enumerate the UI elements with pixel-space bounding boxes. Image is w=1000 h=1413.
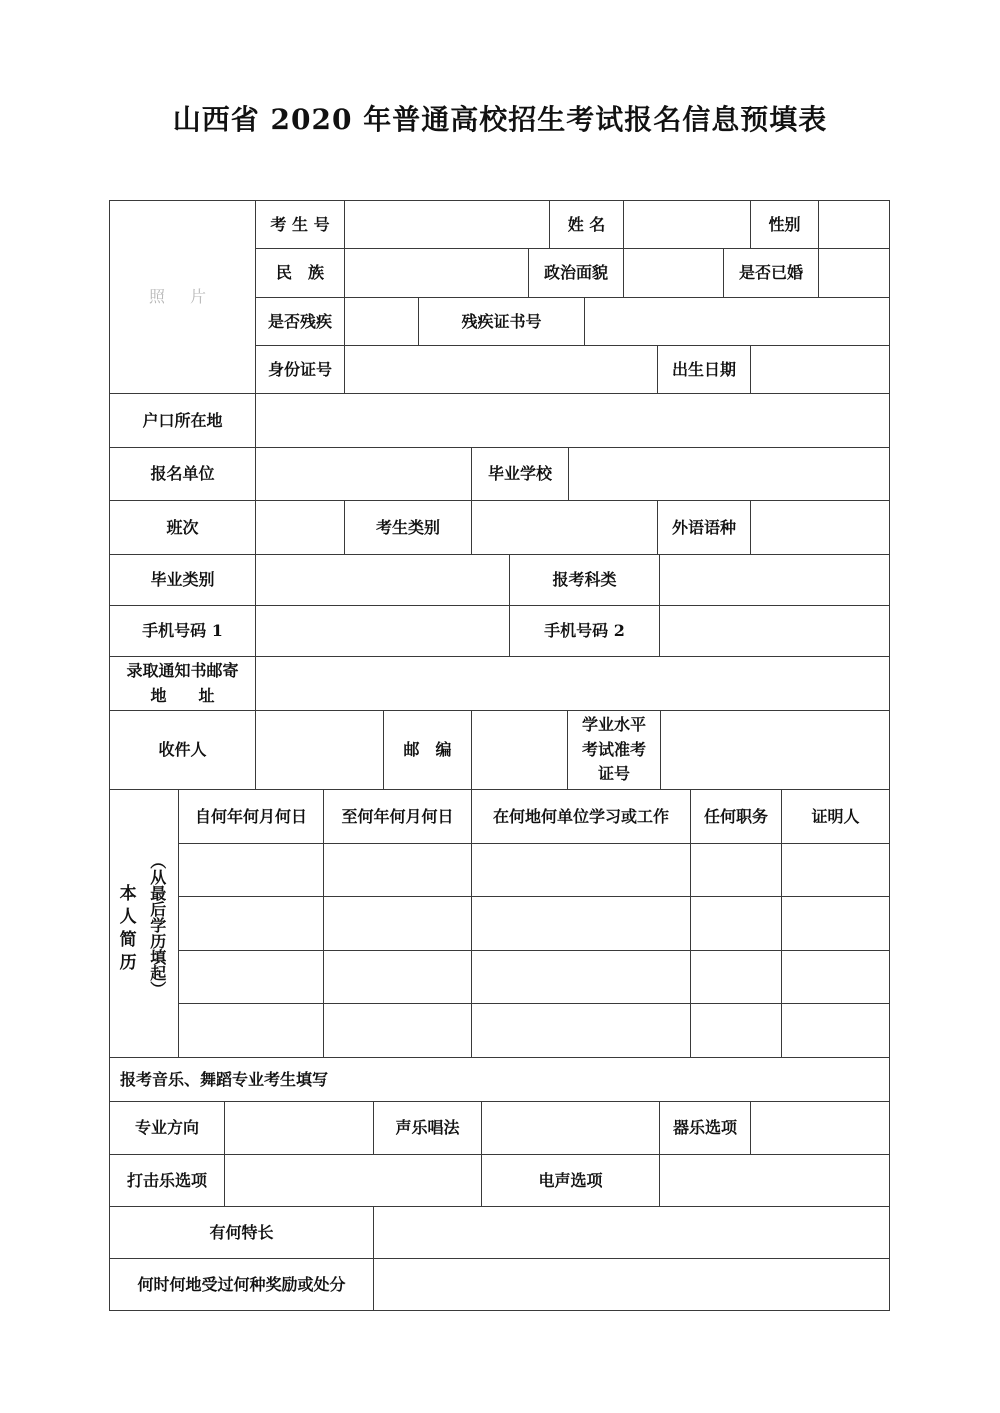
field-postcode[interactable] — [472, 711, 567, 789]
label-vocal: 声乐唱法 — [395, 1118, 460, 1138]
resume-witness[interactable] — [782, 1004, 889, 1057]
field-ethnicity[interactable] — [345, 249, 528, 297]
field-recipient[interactable] — [256, 711, 383, 789]
resume-from[interactable] — [179, 951, 323, 1003]
label-disability-cert: 残疾证书号 — [461, 311, 542, 331]
resume-position[interactable] — [691, 844, 781, 896]
field-name[interactable] — [624, 201, 750, 248]
field-disabled[interactable] — [345, 298, 418, 345]
field-percussion[interactable] — [225, 1155, 481, 1206]
label-major-direction: 专业方向 — [134, 1118, 199, 1138]
label-reg-unit: 报名单位 — [150, 464, 215, 484]
label-mail-address-line1: 录取通知书邮寄 — [126, 660, 239, 680]
col-header-from: 自何年何月何日 — [194, 806, 307, 826]
field-xueye-no[interactable] — [661, 711, 889, 789]
field-exam-no[interactable] — [345, 201, 549, 248]
resume-to[interactable] — [324, 951, 471, 1003]
label-xueye-3: 证号 — [597, 764, 630, 784]
label-id-no: 身份证号 — [267, 359, 332, 379]
resume-from[interactable] — [179, 897, 323, 950]
field-birth-date[interactable] — [751, 346, 889, 393]
field-id-no[interactable] — [345, 346, 657, 393]
field-electro[interactable] — [660, 1155, 889, 1206]
label-phone1: 手机号码 1 — [142, 621, 223, 641]
field-reg-unit[interactable] — [256, 448, 471, 500]
label-resume-note: （从最后学历填起） — [147, 853, 167, 997]
col-header-where: 在何地何单位学习或工作 — [492, 806, 669, 826]
field-major-direction[interactable] — [225, 1102, 373, 1154]
form-title: 山西省 2020 年普通高校招生考试报名信息预填表 — [172, 103, 828, 136]
label-class: 班次 — [166, 517, 199, 537]
resume-to[interactable] — [324, 844, 471, 896]
field-grad-school[interactable] — [569, 448, 889, 500]
label-ethnicity: 民 族 — [275, 263, 324, 283]
label-hukou: 户口所在地 — [142, 410, 223, 430]
label-recipient: 收件人 — [158, 740, 207, 760]
label-married: 是否已婚 — [738, 263, 803, 283]
label-political-status: 政治面貌 — [543, 263, 608, 283]
resume-position[interactable] — [691, 897, 781, 950]
resume-position[interactable] — [691, 1004, 781, 1057]
field-instrument[interactable] — [751, 1102, 889, 1154]
resume-from[interactable] — [179, 1004, 323, 1057]
field-vocal[interactable] — [482, 1102, 659, 1154]
field-candidate-type[interactable] — [472, 501, 657, 554]
resume-to[interactable] — [324, 897, 471, 950]
field-class[interactable] — [256, 501, 344, 554]
label-xueye — [568, 711, 660, 789]
label-disabled: 是否残疾 — [267, 311, 332, 331]
resume-where[interactable] — [472, 897, 690, 950]
label-gender: 性别 — [768, 214, 801, 234]
resume-where[interactable] — [472, 1004, 690, 1057]
photo-placeholder: 照 片 — [148, 287, 217, 307]
label-subject-type: 报考科类 — [552, 570, 617, 590]
resume-position[interactable] — [691, 951, 781, 1003]
label-grad-type: 毕业类别 — [150, 570, 215, 590]
label-candidate-type: 考生类别 — [375, 517, 440, 537]
resume-where[interactable] — [472, 951, 690, 1003]
label-birth-date: 出生日期 — [671, 359, 736, 379]
label-percussion: 打击乐选项 — [126, 1170, 207, 1190]
col-header-to: 至何年何月何日 — [341, 806, 454, 826]
field-mail-address[interactable] — [256, 657, 889, 710]
resume-witness[interactable] — [782, 951, 889, 1003]
label-instrument: 器乐选项 — [672, 1118, 737, 1138]
label-electro: 电声选项 — [538, 1170, 603, 1190]
resume-witness[interactable] — [782, 844, 889, 896]
field-specialty[interactable] — [374, 1207, 889, 1258]
label-mail-address-line2: 地 址 — [150, 685, 215, 705]
field-subject-type[interactable] — [660, 555, 889, 605]
resume-where[interactable] — [472, 844, 690, 896]
field-married[interactable] — [819, 249, 889, 297]
field-hukou[interactable] — [256, 394, 889, 447]
field-awards[interactable] — [374, 1259, 889, 1310]
label-xueye-1: 学业水平 — [581, 714, 646, 734]
field-language[interactable] — [751, 501, 889, 554]
label-name: 姓 名 — [567, 214, 606, 234]
label-resume-main: 本人简历 — [115, 884, 136, 976]
label-phone2: 手机号码 2 — [544, 621, 625, 641]
col-header-position: 任何职务 — [703, 806, 768, 826]
music-dance-note: 报考音乐、舞蹈专业考生填写 — [120, 1069, 329, 1089]
resume-witness[interactable] — [782, 897, 889, 950]
label-awards: 何时何地受过何种奖励或处分 — [137, 1274, 346, 1294]
resume-to[interactable] — [324, 1004, 471, 1057]
field-grad-type[interactable] — [256, 555, 509, 605]
resume-from[interactable] — [179, 844, 323, 896]
field-disability-cert[interactable] — [585, 298, 889, 345]
label-language: 外语语种 — [671, 517, 736, 537]
field-gender[interactable] — [819, 201, 889, 248]
label-exam-no: 考 生 号 — [270, 214, 330, 234]
field-political-status[interactable] — [624, 249, 723, 297]
field-phone1[interactable] — [256, 606, 509, 656]
label-postcode: 邮 编 — [403, 740, 452, 760]
label-grad-school: 毕业学校 — [487, 464, 552, 484]
label-specialty: 有何特长 — [209, 1222, 274, 1242]
label-mail-address — [110, 657, 255, 710]
label-xueye-2: 考试准考 — [581, 739, 646, 759]
field-phone2[interactable] — [660, 606, 889, 656]
col-header-witness: 证明人 — [811, 806, 860, 826]
